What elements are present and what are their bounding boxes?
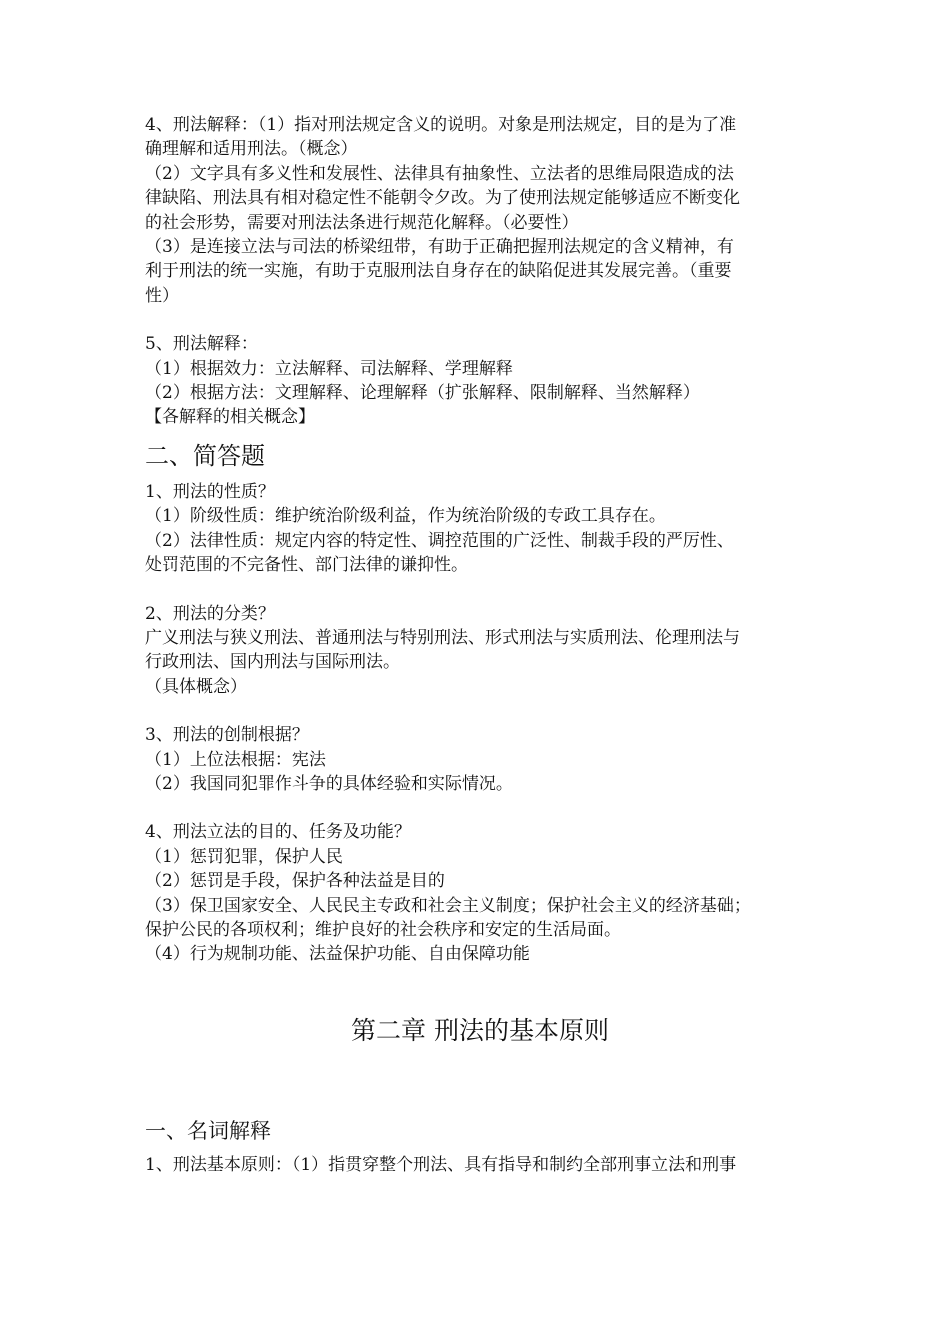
spacer (145, 699, 815, 723)
spacer (145, 308, 815, 332)
text-line: （2）法律性质：规定内容的特定性、调控范围的广泛性、制裁手段的严厉性、 (145, 530, 734, 551)
text-line: 4、刑法立法的目的、任务及功能？ (145, 822, 411, 843)
question-3 (145, 723, 815, 796)
text-line: 的社会形势，需要对刑法法条进行规范化解释。（必要性） (145, 212, 579, 233)
text-line: （3）保卫国家安全、人民民主专政和社会主义制度；保护社会主义的经济基础； (145, 895, 751, 916)
term-item-5 (145, 332, 815, 430)
chapter-title: 第二章 刑法的基本原则 (351, 1015, 609, 1045)
spacer (145, 578, 815, 602)
section-heading-terms: 一、名词解释 (145, 1118, 271, 1143)
term-item-4 (145, 113, 815, 308)
document-page (145, 113, 815, 1177)
question-1 (145, 480, 815, 578)
text-line: 律缺陷、刑法具有相对稳定性不能朝令夕改。为了使刑法规定能够适应不断变化 (145, 188, 740, 209)
section-heading-short-answer: 二、简答题 (145, 441, 265, 470)
text-line: （1）上位法根据：宪法 (145, 749, 326, 770)
text-line: 确理解和适用刑法。（概念） (145, 139, 358, 160)
text-line: 1、刑法基本原则：（1）指贯穿整个刑法、具有指导和制约全部刑事立法和刑事 (145, 1154, 737, 1175)
text-line: 利于刑法的统一实施，有助于克服刑法自身存在的缺陷促进其发展完善。（重要 (145, 261, 732, 282)
text-line: （具体概念） (145, 676, 247, 697)
text-line: 广义刑法与狭义刑法、普通刑法与特别刑法、形式刑法与实质刑法、伦理刑法与 (145, 627, 740, 648)
text-line: 保护公民的各项权利；维护良好的社会秩序和安定的生活局面。 (145, 919, 621, 940)
text-line: （3）是连接立法与司法的桥梁纽带，有助于正确把握刑法规定的含义精神，有 (145, 237, 734, 258)
text-line: 行政刑法、国内刑法与国际刑法。 (145, 652, 400, 673)
text-line: 5、刑法解释： (145, 334, 258, 355)
text-line: （1）惩罚犯罪，保护人民 (145, 846, 343, 867)
text-line: 3、刑法的创制根据？ (145, 725, 309, 746)
question-2 (145, 602, 815, 700)
text-line: （2）根据方法：文理解释、论理解释（扩张解释、限制解释、当然解释） (145, 383, 700, 404)
text-line: 1、刑法的性质？ (145, 481, 275, 502)
text-line: 性） (145, 285, 179, 306)
text-line: 【各解释的相关概念】 (145, 407, 315, 428)
text-line: （1）根据效力：立法解释、司法解释、学理解释 (145, 358, 513, 379)
text-line: （4）行为规制功能、法益保护功能、自由保障功能 (145, 944, 530, 965)
text-line: （2）我国同犯罪作斗争的具体经验和实际情况。 (145, 773, 513, 794)
text-line: 2、刑法的分类？ (145, 603, 275, 624)
text-line: （2）文字具有多义性和发展性、法律具有抽象性、立法者的思维局限造成的法 (145, 163, 734, 184)
spacer (145, 796, 815, 820)
text-line: （1）阶级性质：维护统治阶级利益，作为统治阶级的专政工具存在。 (145, 506, 666, 527)
question-4 (145, 820, 815, 966)
text-line: （2）惩罚是手段，保护各种法益是目的 (145, 871, 445, 892)
text-line: 4、刑法解释：（1）指对刑法规定含义的说明。对象是刑法规定，目的是为了准 (145, 115, 737, 135)
text-line: 处罚范围的不完备性、部门法律的谦抑性。 (145, 555, 468, 576)
